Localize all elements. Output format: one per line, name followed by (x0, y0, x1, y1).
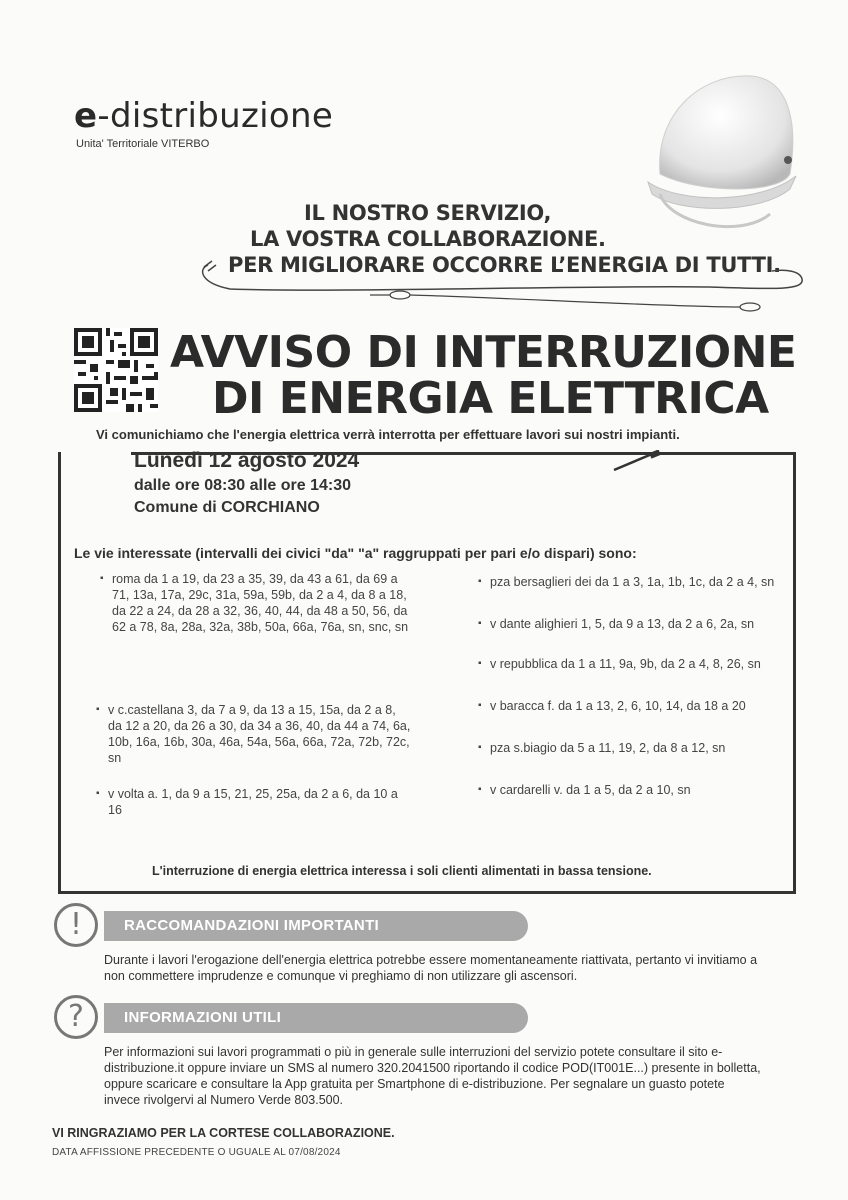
title-line-2: DI ENERGIA ELETTRICA (212, 373, 769, 424)
logo-text: -distribuzione (97, 96, 334, 136)
logo-mark: e (74, 96, 98, 136)
page-title (170, 327, 797, 424)
comune-label: Comune di CORCHIANO (134, 499, 320, 516)
streets-heading: Le vie interessate (intervalli dei civici "da" "a" raggruppati per pari e/o dispari) sono: (74, 545, 637, 561)
plug-cable-icon (190, 255, 820, 315)
street-item: ▪ pza s.biagio da 5 a 11, 19, 2, da 8 a 12, sn (478, 741, 726, 755)
interruption-date: Lunedì 12 agosto 2024 (134, 449, 360, 472)
info-text: Per informazioni sui lavori programmati o più in generale sulle interruzioni del servizio potete consultare il sito e-distribuzione.it oppure inviare un SMS al numero 320.2041500 riportando il codice POD(IT001E...) presente in bolletta, oppure scaricare e consultare la App gratuita per Smartphone di e-distribuzione. Per segnalare un guasto potete invece rivolgervi al Numero Verde 803.500. (104, 1045, 761, 1107)
box-gap (61, 448, 131, 456)
slogan-line-3: PER MIGLIORARE OCCORRE L’ENERGIA DI TUTTI. (228, 253, 781, 277)
recommendations-text: Durante i lavori l'erogazione dell'energia elettrica potrebbe essere momentaneamente riattivata, pertanto vi invitiamo a non commettere imprudenze e comunque vi preghiamo di non utilizzare gli ascensori. (104, 953, 758, 983)
street-item: ▪ pza bersaglieri dei da 1 a 3, 1a, 1b, 1c, da 2 a 4, sn (478, 575, 775, 589)
low-voltage-note: L'interruzione di energia elettrica interessa i soli clienti alimentati in bassa tensione. (152, 864, 652, 878)
slogan-line-1: IL NOSTRO SERVIZIO, (304, 201, 552, 225)
notice-box (58, 452, 796, 894)
logo (74, 96, 333, 136)
intro-text: Vi comunichiamo che l'energia elettrica verrà interrotta per effettuare lavori sui nostri impianti. (96, 427, 680, 442)
thanks-text: VI RINGRAZIAMO PER LA CORTESE COLLABORAZIONE. (52, 1126, 395, 1140)
info-header: INFORMAZIONI UTILI (104, 1003, 528, 1033)
street-item: ▪ v volta a. 1, da 9 a 15, 21, 25, 25a, da 2 a 6, da 10 a 16 (96, 787, 398, 817)
question-icon: ? (54, 995, 98, 1039)
qr-code-icon (74, 328, 158, 412)
street-item: ▪ v repubblica da 1 a 11, 9a, 9b, da 2 a 4, 8, 26, sn (478, 657, 761, 671)
interruption-hours: dalle ore 08:30 alle ore 14:30 (134, 477, 352, 494)
street-item: ▪ v dante alighieri 1, 5, da 9 a 13, da 2 a 6, 2a, sn (478, 617, 755, 631)
street-item: ▪ v cardarelli v. da 1 a 5, da 2 a 10, sn (478, 783, 691, 797)
street-item: ▪ v c.castellana 3, da 7 a 9, da 13 a 15, 15a, da 2 a 8, da 12 a 20, da 26 a 30, da 34 a 36, 40, da 44 a 74, 6a, 10b, 16a, 16b, 30a, 46a, 54a, 56a, 66a, 72a, 72b, 72c, sn (96, 703, 411, 765)
title-line-1: AVVISO DI INTERRUZIONE (170, 327, 797, 378)
exclamation-icon: ! (54, 903, 98, 947)
recommendations-header: RACCOMANDAZIONI IMPORTANTI (104, 911, 528, 941)
slogan-line-2: LA VOSTRA COLLABORAZIONE. (250, 227, 606, 251)
affix-date: DATA AFFISSIONE PRECEDENTE O UGUALE AL 07/08/2024 (52, 1147, 341, 1158)
street-item: ▪ roma da 1 a 19, da 23 a 35, 39, da 43 a 61, da 69 a 71, 13a, 17a, 29c, 31a, 59a, 59b, da 2 a 4, da 8 a 18, da 22 a 24, da 28 a 32, 36, 40, 44, da 48 a 50, 56, da 62 a 78, 8a, 28a, 32a, 38b, 50a, 66a, 76a, sn, snc, sn (100, 572, 409, 634)
unit-label: Unita' Territoriale VITERBO (76, 138, 210, 150)
street-item: ▪ v baracca f. da 1 a 13, 2, 6, 10, 14, da 18 a 20 (478, 699, 746, 713)
cable-icon (612, 450, 662, 474)
